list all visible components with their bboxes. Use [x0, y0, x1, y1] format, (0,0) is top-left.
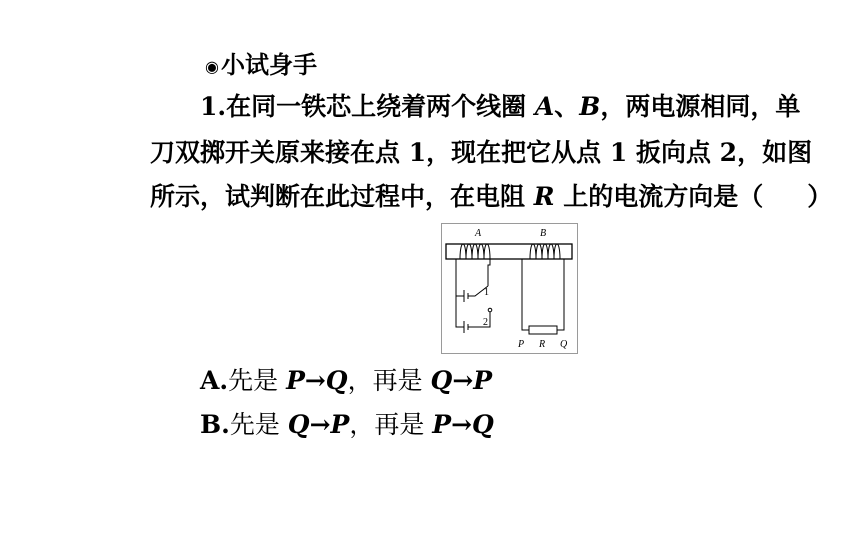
heading-text: 小试身手 — [220, 50, 317, 79]
option-b-text-2: ，再是 — [349, 410, 433, 439]
label-q: Q — [560, 339, 568, 350]
option-b-letter: B. — [200, 410, 230, 439]
question-text-1: 在同一铁芯上绕着两个线圈 — [226, 92, 535, 121]
circuit-figure — [441, 223, 578, 354]
label-point-2: 2 — [483, 317, 488, 328]
question-text-3: 刀双掷开关原来接在点 — [150, 138, 409, 167]
point-1: 1 — [408, 138, 427, 167]
option-a-letter: A. — [200, 366, 229, 395]
label-p: P — [518, 339, 525, 350]
label-a: A — [475, 228, 482, 239]
option-b[interactable] — [200, 410, 494, 440]
question-number: 1. — [200, 92, 227, 121]
coil-a — [460, 244, 490, 259]
var-a: A — [534, 92, 555, 121]
label-b: B — [540, 228, 547, 239]
question-text-9: ） — [807, 182, 833, 211]
option-b-text-1: 先是 — [229, 410, 288, 439]
var-b: B — [579, 92, 601, 121]
label-point-1: 1 — [484, 287, 489, 298]
point-2: 2 — [719, 138, 738, 167]
option-a-value-2: Q→P — [430, 366, 493, 395]
question-text-8: 上的电流方向是（ — [554, 182, 764, 211]
section-heading — [205, 50, 317, 82]
question-text-6: ，如图 — [737, 138, 813, 167]
option-b-value-1: Q→P — [287, 410, 350, 439]
option-a-value-1: P→Q — [286, 366, 348, 395]
separator: 、 — [554, 92, 580, 121]
point-1-again: 1 — [609, 138, 628, 167]
option-a[interactable] — [200, 366, 492, 396]
question-text-4: ，现在把它从点 — [426, 138, 610, 167]
resistor-r — [529, 326, 557, 334]
question-line-2 — [150, 138, 812, 168]
question-line-3 — [150, 182, 832, 212]
coil-b — [530, 244, 560, 259]
question-text-5: 扳向点 — [627, 138, 720, 167]
question-text-2: ，两电源相同，单 — [600, 92, 801, 121]
label-r: R — [539, 339, 546, 350]
bullet-icon: ◉ — [205, 56, 219, 76]
var-r: R — [533, 182, 555, 211]
question-line-1 — [200, 92, 800, 122]
circuit-diagram — [442, 224, 577, 353]
option-b-value-2: P→Q — [432, 410, 494, 439]
option-a-text-2: ，再是 — [347, 366, 431, 395]
option-a-text-1: 先是 — [228, 366, 287, 395]
question-text-7: 所示，试判断在此过程中，在电阻 — [150, 182, 534, 211]
secondary-circuit — [522, 259, 564, 330]
